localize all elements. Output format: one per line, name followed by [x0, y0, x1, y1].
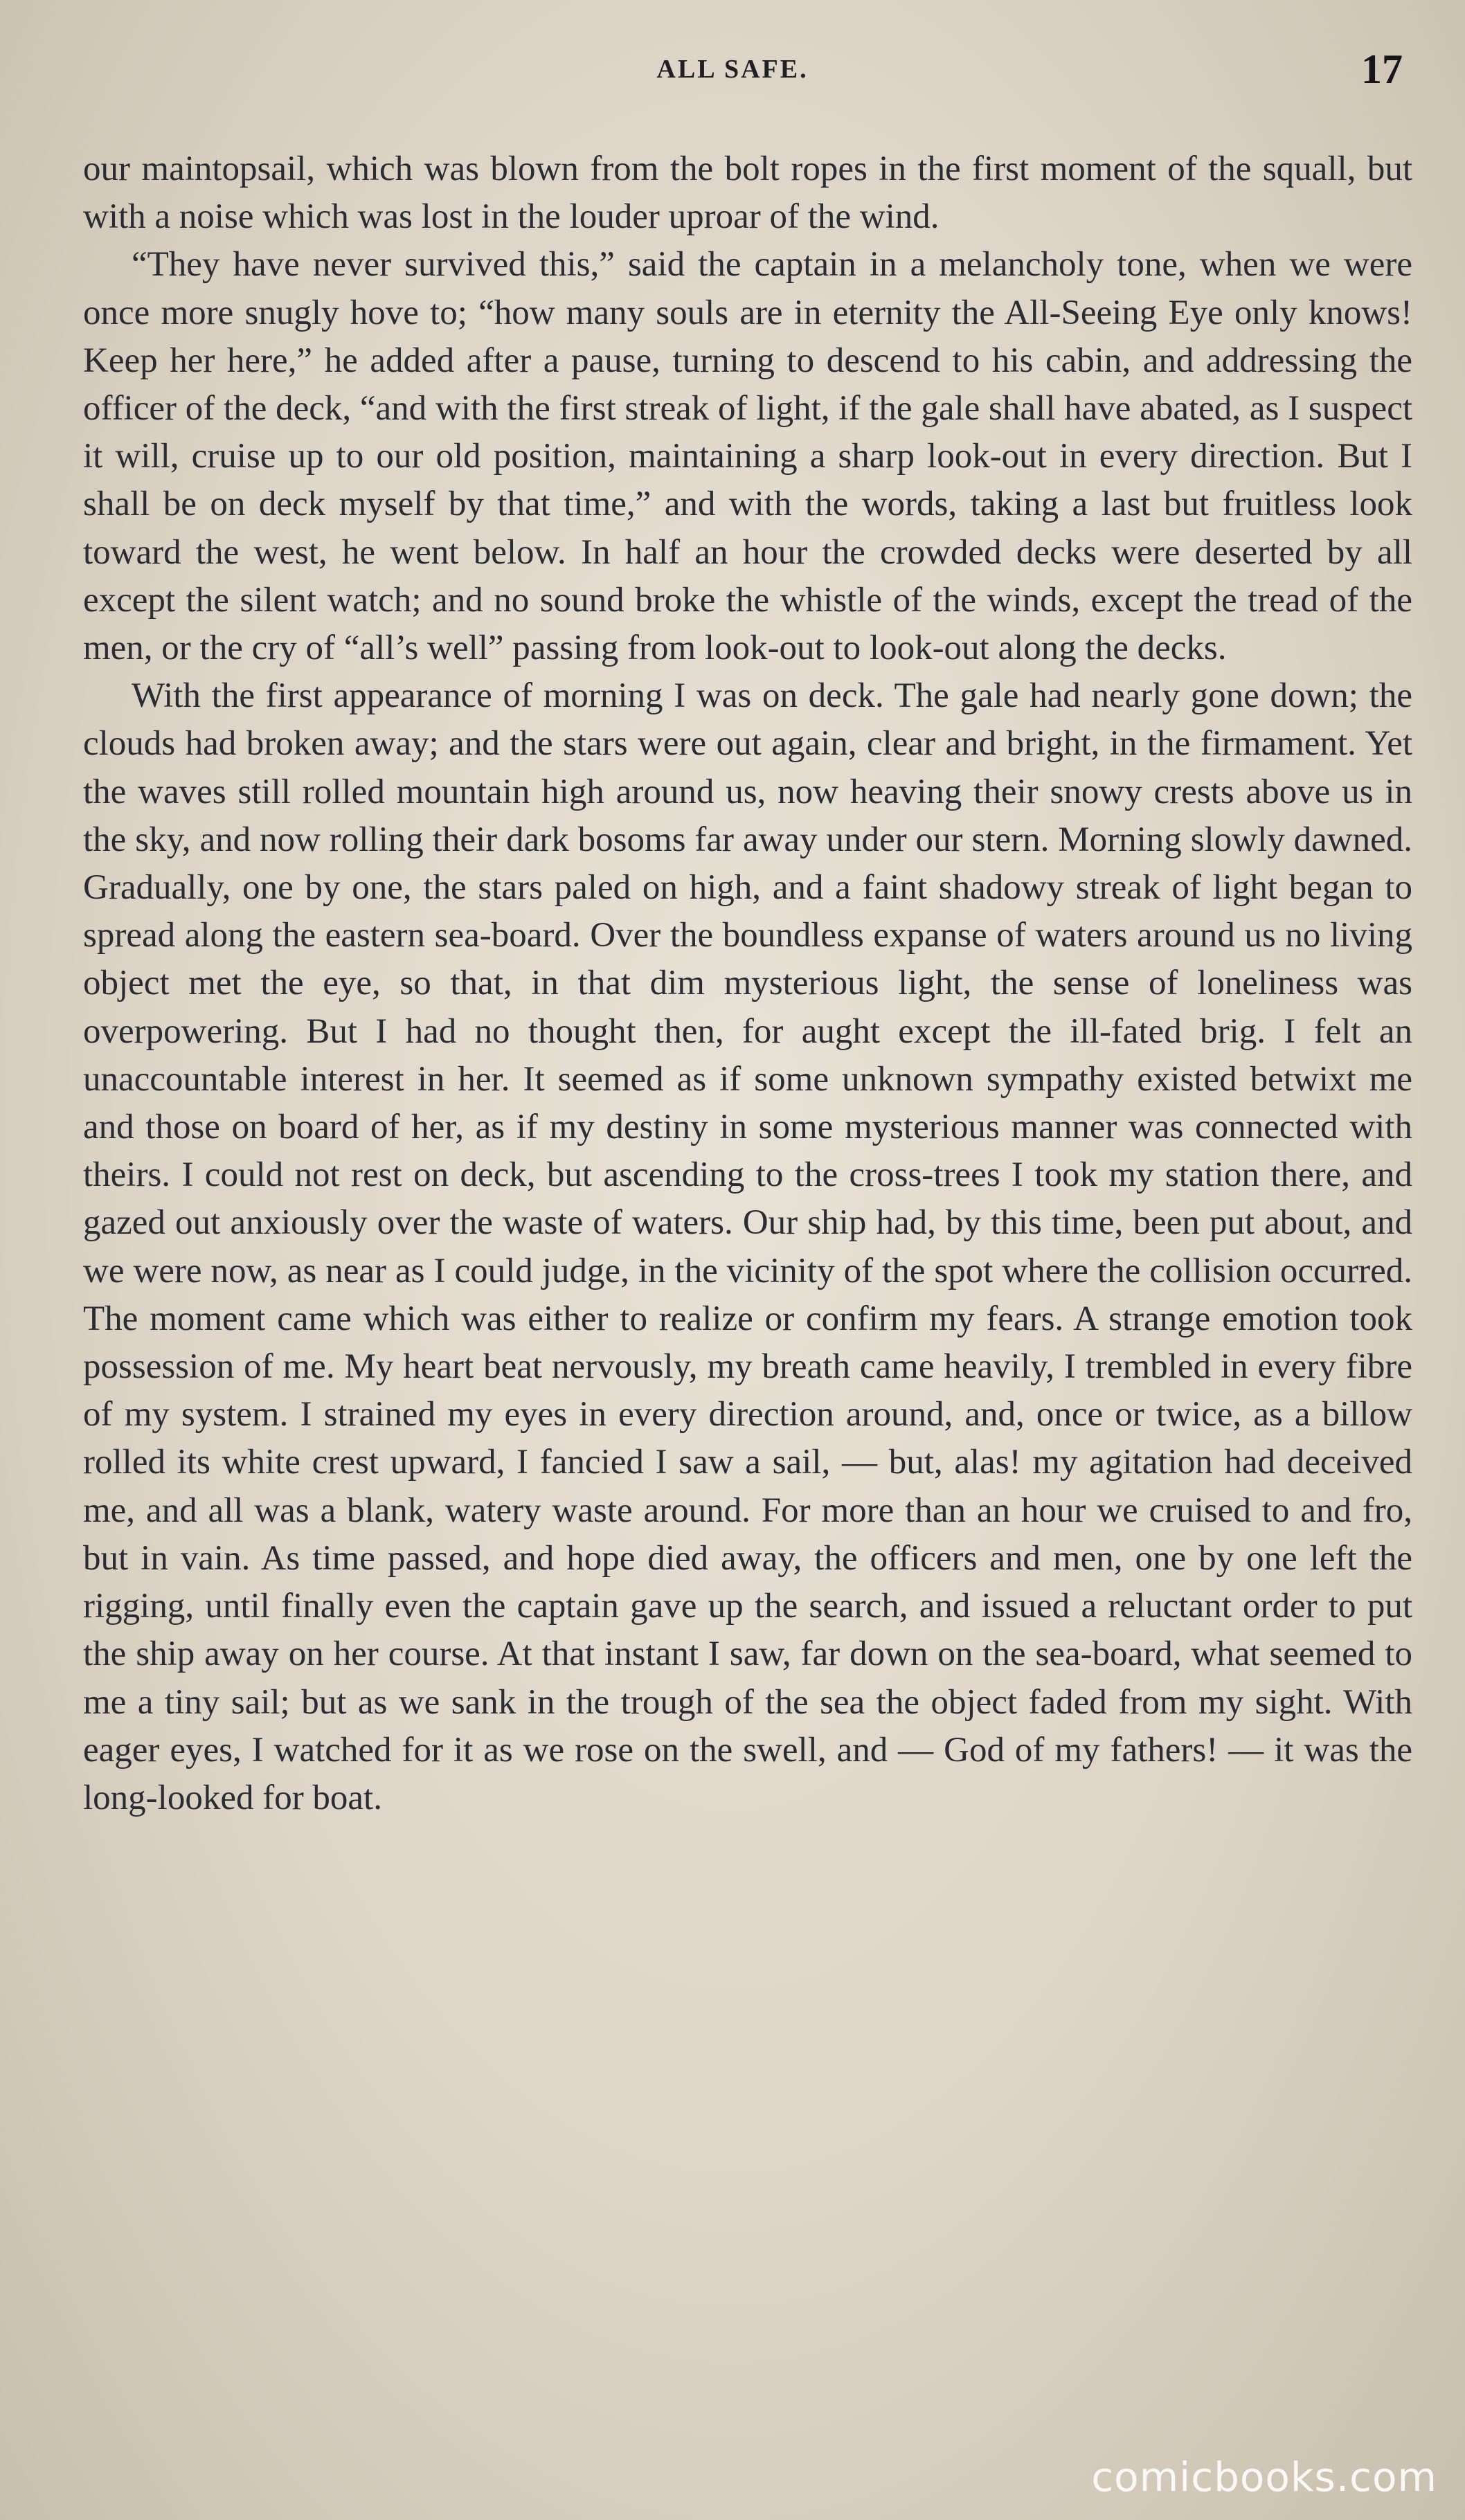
watermark: comicbooks.com [1091, 2454, 1437, 2501]
paragraph-3: With the first appearance of morning I was on deck. The gale had nearly gone down; the clouds had broken away; and the stars were out again, clear and bright, in the firmament. Yet the waves still rolled mountain high around us, now heaving their snowy crests above us in the sky, and now rolling their dark bosoms far away under our stern. Morning slowly dawned. Gradually, one by one, the stars paled on high, and a faint shadowy streak of light began to spread along the eastern sea-board. Over the boundless expanse of waters around us no living object met the eye, so that, in that dim mysterious light, the sense of loneliness was overpowering. But I had no thought then, for aught except the ill-fated brig. I felt an unaccountable interest in her. It seemed as if some unknown sympathy existed betwixt me and those on board of her, as if my destiny in some mysterious manner was connected with theirs. I could not rest on deck, but ascending to the cross-trees I took my station there, and gazed out anxiously over the waste of waters. Our ship had, by this time, been put about, and we were now, as near as I could judge, in the vicinity of the spot where the collision occurred. The moment came which was either to realize or confirm my fears. A strange emotion took possession of me. My heart beat nervously, my breath came heavily, I trembled in every fibre of my system. I strained my eyes in every direction around, and, once or twice, as a billow rolled its white crest upward, I fancied I saw a sail, — but, alas! my agitation had deceived me, and all was a blank, watery waste around. For more than an hour we cruised to and fro, but in vain. As time passed, and hope died away, the officers and men, one by one left the rigging, until finally even the captain gave up the search, and issued a reluctant order to put the ship away on her course. At that instant I saw, far down on the sea-board, what seemed to me a tiny sail; but as we sank in the trough of the sea the object faded from my sight. With eager eyes, I watched for it as we rose on the swell, and — God of my fathers! — it was the long-looked for boat. [83, 676, 1412, 1817]
paragraph-1: our maintopsail, which was blown from the bolt ropes in the first moment of the squall, but with a noise which was lost in the louder uproar of the wind. [83, 150, 1412, 237]
page-number: 17 [1361, 46, 1403, 92]
running-title: ALL SAFE. [656, 55, 809, 84]
paragraph-2: “They have never survived this,” said the captain in a melancholy tone, when we were once more snugly hove to; “how many souls are in eternity the All-Seeing Eye only knows! Keep her here,” he added after a pause, turning to descend to his cabin, and addressing the officer of the deck, “and with the first streak of light, if the gale shall have abated, as I suspect it will, cruise up to our old position, maintaining a sharp look-out in every direction. But I shall be on deck myself by that time,” and with the words, taking a last but fruitless look toward the west, he went below. In half an hour the crowded decks were deserted by all except the silent watch; and no sound broke the whistle of the winds, except the tread of the men, or the cry of “all’s well” passing from look-out to look-out along the decks. [83, 245, 1412, 668]
page-body [83, 145, 1412, 1822]
